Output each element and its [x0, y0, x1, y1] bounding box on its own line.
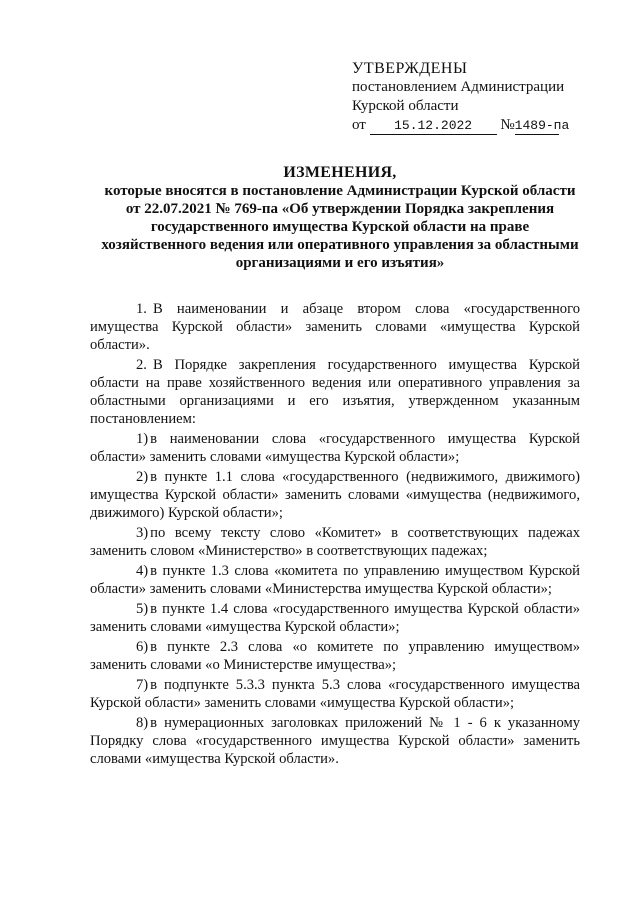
approval-stamp	[352, 59, 612, 135]
approval-line-2: Курской области	[352, 98, 459, 114]
item-2	[90, 356, 580, 428]
subitem-7	[90, 676, 580, 712]
item-number: 7)	[136, 677, 149, 693]
title-line: организациями и его изъятия»	[235, 255, 445, 271]
item-number: 1.	[136, 301, 147, 317]
title-heading: ИЗМЕНЕНИЯ,	[283, 164, 397, 181]
title-line: от 22.07.2021 № 769-па «Об утверждении Порядка закрепления	[125, 201, 555, 217]
item-number: 2.	[136, 357, 147, 373]
document-body	[90, 300, 580, 770]
item-text: В Порядке закрепления государственного имущества Курской области на праве хозяйственного ведения или оперативного управления за областными организациями и его изъятия, утвержденном указанным постановлением:	[90, 357, 580, 427]
item-text: в пункте 1.4 слова «государственного имущества Курской области» заменить словами «имущества Курской области»;	[90, 601, 580, 635]
subitem-6	[90, 638, 580, 674]
item-text: по всему тексту слово «Комитет» в соответствующих падежах заменить словом «Министерство» в соответствующих падежах;	[90, 525, 580, 559]
number-prefix: №	[500, 117, 515, 133]
document-title	[80, 164, 600, 272]
item-number: 8)	[136, 715, 149, 731]
item-text: в пункте 2.3 слова «о комитете по управлению имуществом» заменить словами «о Министерстве имущества»;	[90, 639, 580, 673]
item-text: в нумерационных заголовках приложений № 1 - 6 к указанному Порядку слова «государственного имущества Курской области» заменить словами «имущества Курской области».	[90, 715, 580, 767]
item-1	[90, 300, 580, 354]
approval-number: 1489-па	[514, 118, 570, 133]
title-line: которые вносятся в постановление Администрации Курской области	[104, 183, 576, 199]
item-number: 6)	[136, 639, 149, 655]
approval-date-line	[352, 116, 612, 135]
subitem-4	[90, 562, 580, 598]
subitem-2	[90, 468, 580, 522]
subitem-1	[90, 430, 580, 466]
item-text: в наименовании слова «государственного имущества Курской области» заменить словами «имущества Курской области»;	[90, 431, 580, 465]
approval-title: УТВЕРЖДЕНЫ	[352, 60, 468, 77]
item-number: 4)	[136, 563, 149, 579]
item-text: в подпункте 5.3.3 пункта 5.3 слова «государственного имущества Курской области» заменить словами «имущества Курской области»;	[90, 677, 580, 711]
approval-date: 15.12.2022	[370, 118, 497, 135]
subitem-5	[90, 600, 580, 636]
item-number: 1)	[136, 431, 149, 447]
subitem-3	[90, 524, 580, 560]
item-number: 3)	[136, 525, 149, 541]
subitem-8	[90, 714, 580, 768]
approval-line-1: постановлением Администрации	[352, 79, 565, 95]
item-number: 2)	[136, 469, 149, 485]
title-line: хозяйственного ведения или оперативного управления за областными	[101, 237, 579, 253]
date-prefix: от	[352, 117, 366, 133]
item-text: в пункте 1.3 слова «комитета по управлению имуществом Курской области» заменить словами «Министерства имущества Курской области»;	[90, 563, 580, 597]
title-line: государственного имущества Курской области на праве	[150, 219, 530, 235]
item-text: в пункте 1.1 слова «государственного (недвижимого, движимого) имущества Курской области» заменить словами «имущества (недвижимого, движимого) Курской области»;	[90, 469, 580, 521]
item-text: В наименовании и абзаце втором слова «государственного имущества Курской области» заменить словами «имущества Курской области».	[90, 301, 580, 353]
item-number: 5)	[136, 601, 149, 617]
